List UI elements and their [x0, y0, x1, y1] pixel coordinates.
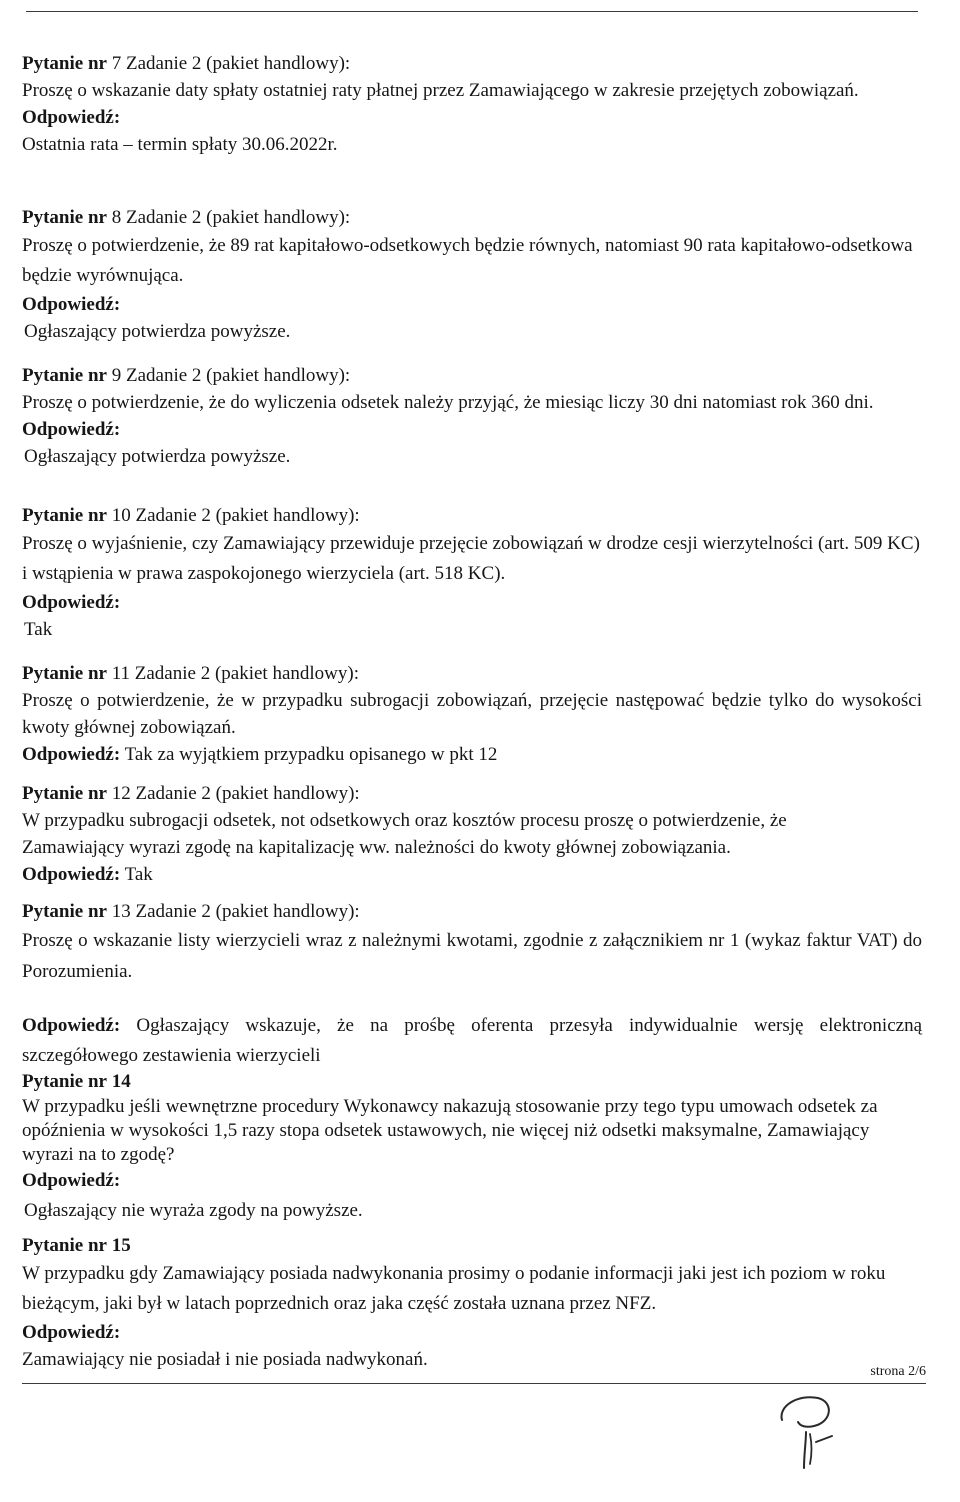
question-number: 10 [111, 505, 131, 526]
question-text: Proszę o potwierdzenie, że w przypadku subrogacji zobowiązań, przejęcie następować będzie tylko do wysokości kwoty głównej zobowiązań. [22, 690, 922, 738]
answer-text: Zamawiający nie posiadał i nie posiada nadwykonań. [22, 1349, 428, 1370]
question-heading [22, 898, 922, 925]
question-heading [22, 1068, 922, 1095]
question-14 [22, 1068, 922, 1224]
answer-label: Odpowiedź: [22, 107, 121, 128]
question-label: Pytanie nr [22, 1071, 107, 1092]
question-label: Pytanie nr [22, 53, 107, 74]
answer-line [22, 741, 922, 768]
answer-label: Odpowiedź: [22, 1170, 121, 1191]
handwritten-signature-icon [770, 1386, 860, 1476]
bottom-rule [22, 1383, 926, 1384]
question-label: Pytanie nr [22, 505, 107, 526]
question-number: 8 [111, 207, 122, 228]
question-label: Pytanie nr [22, 783, 107, 804]
question-text: W przypadku subrogacji odsetek, not odsetkowych oraz kosztów procesu proszę o potwierdzenie, że Zamawiający wyrazi zgodę na kapitalizację ww. należności do kwoty głównej zobowiązania. [22, 810, 787, 858]
answer-text: Tak [24, 619, 53, 640]
question-number: 15 [111, 1235, 131, 1256]
question-label: Pytanie nr [22, 365, 107, 386]
answer-label: Odpowiedź: [22, 1322, 121, 1343]
question-label: Pytanie nr [22, 207, 107, 228]
answer-text: Ostatnia rata – termin spłaty 30.06.2022r. [22, 134, 338, 155]
answer-line [22, 1011, 922, 1071]
question-number: 12 [111, 783, 131, 804]
question-text: Proszę o potwierdzenie, że 89 rat kapitałowo-odsetkowych będzie równych, natomiast 90 rata kapitałowo-odsetkowa będzie wyrównująca. [22, 235, 913, 286]
question-topic: Zadanie 2 (pakiet handlowy): [130, 901, 360, 922]
question-text: Proszę o wskazanie listy wierzycieli wraz z należnymi kwotami, zgodnie z załącznikiem nr 1 (wykaz faktur VAT) do Porozumienia. [22, 930, 922, 982]
question-8 [22, 204, 922, 345]
question-10 [22, 502, 922, 643]
answer-label: Odpowiedź: [22, 592, 121, 613]
answer-label: Odpowiedź: [22, 294, 121, 315]
answer-line [22, 861, 922, 888]
page-number: strona 2/6 [870, 1364, 926, 1379]
question-heading [22, 660, 922, 687]
question-topic: Zadanie 2 (pakiet handlowy): [121, 53, 351, 74]
question-text: W przypadku gdy Zamawiający posiada nadwykonania prosimy o podanie informacji jaki jest ich poziom w roku bieżącym, jaki był w latach poprzednich oraz jaka część została uznana przez NFZ. [22, 1263, 886, 1314]
question-topic: Zadanie 2 (pakiet handlowy): [130, 783, 360, 804]
question-text: W przypadku jeśli wewnętrzne procedury Wykonawcy nakazują stosowanie przy tego typu umowach odsetek za opóźnienia w wysokości 1,5 razy stopa odsetek ustawowych, nie więcej niż odsetki maksymalne, Zamawiający wyrazi na to zgodę? [22, 1096, 878, 1165]
question-heading [22, 1232, 922, 1259]
question-7 [22, 50, 922, 158]
question-number: 13 [111, 901, 131, 922]
answer-label: Odpowiedź: [22, 864, 121, 885]
question-text: Proszę o potwierdzenie, że do wyliczenia odsetek należy przyjąć, że miesiąc liczy 30 dni natomiast rok 360 dni. [22, 392, 874, 413]
question-topic: Zadanie 2 (pakiet handlowy): [130, 505, 360, 526]
answer-text: Tak [120, 864, 153, 885]
question-11 [22, 660, 922, 768]
question-text: Proszę o wyjaśnienie, czy Zamawiający przewiduje przejęcie zobowiązań w drodze cesji wierzytelności (art. 509 KC) i wstąpienia w prawa zaspokojonego wierzyciela (art. 518 KC). [22, 533, 920, 584]
question-number: 11 [111, 663, 131, 684]
question-number: 14 [111, 1071, 131, 1092]
top-rule [26, 11, 918, 12]
question-label: Pytanie nr [22, 1235, 107, 1256]
question-label: Pytanie nr [22, 901, 107, 922]
question-topic: Zadanie 2 (pakiet handlowy): [121, 207, 351, 228]
answer-text: Ogłaszający nie wyraża zgody na powyższe. [24, 1200, 363, 1221]
question-heading [22, 50, 922, 77]
question-heading [22, 362, 922, 389]
answer-label: Odpowiedź: [22, 419, 121, 440]
question-12 [22, 780, 922, 888]
question-heading [22, 502, 922, 529]
answer-text: Ogłaszający potwierdza powyższe. [24, 321, 291, 342]
question-text: Proszę o wskazanie daty spłaty ostatniej raty płatnej przez Zamawiającego w zakresie przejętych zobowiązań. [22, 80, 859, 101]
answer-label: Odpowiedź: [22, 744, 121, 765]
answer-label: Odpowiedź: [22, 1015, 121, 1036]
question-topic: Zadanie 2 (pakiet handlowy): [130, 663, 359, 684]
question-9 [22, 362, 922, 470]
question-15 [22, 1232, 922, 1373]
question-heading [22, 780, 922, 807]
answer-text: Ogłaszający wskazuje, że na prośbę oferenta przesyła indywidualnie wersję elektroniczną szczegółowego zestawienia wierzycieli [22, 1015, 922, 1066]
question-label: Pytanie nr [22, 663, 107, 684]
answer-text: Ogłaszający potwierdza powyższe. [24, 446, 291, 467]
question-number: 7 [111, 53, 122, 74]
question-topic: Zadanie 2 (pakiet handlowy): [121, 365, 351, 386]
answer-text: Tak za wyjątkiem przypadku opisanego w pkt 12 [120, 744, 498, 765]
question-13 [22, 898, 922, 1071]
question-heading [22, 204, 922, 231]
question-number: 9 [111, 365, 122, 386]
